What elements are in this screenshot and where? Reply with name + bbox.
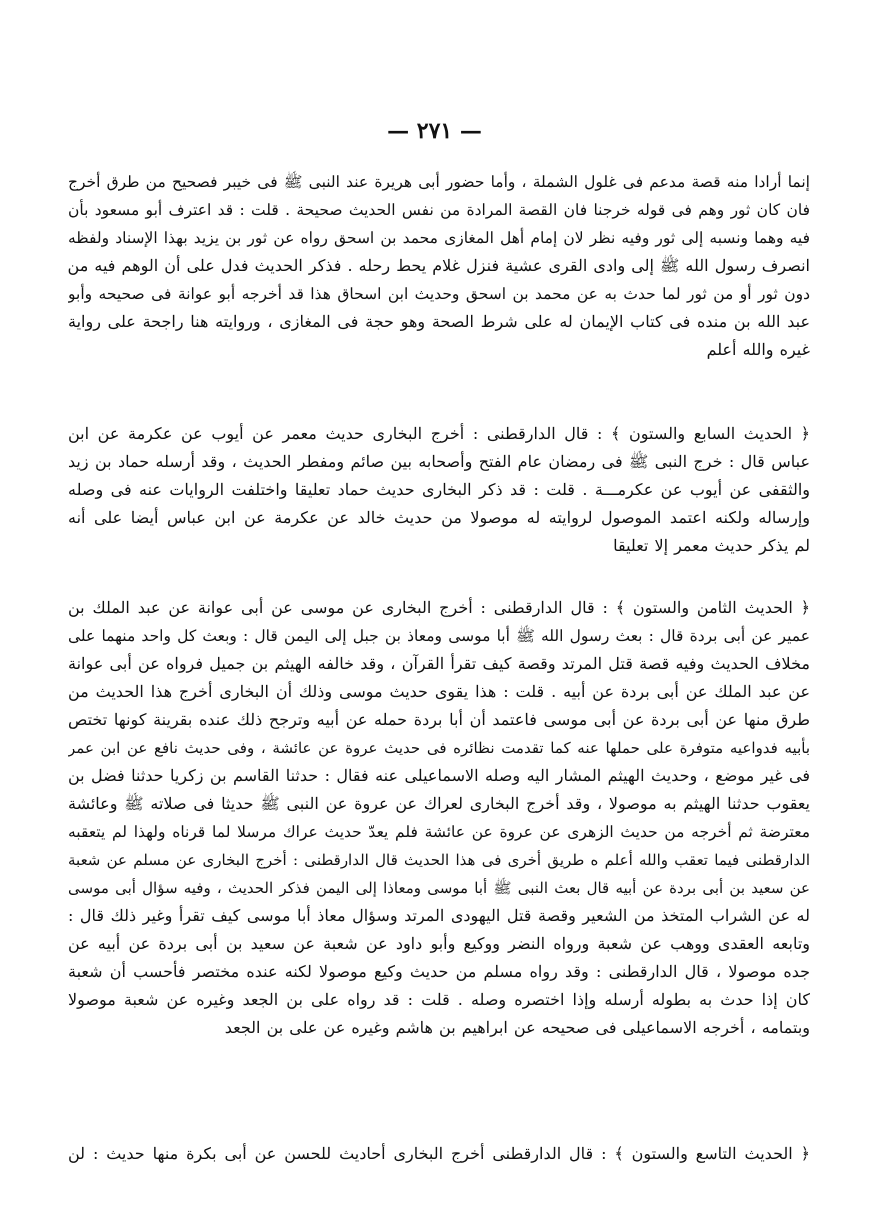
text-line: والثقفى عن أيوب عن عكرمـــة . قلت : قد ذكر البخارى حديث حماد تعليقا واختلفت الروايات عنه فى وصله (68, 480, 810, 499)
text-line: معترضة ثم أخرجه من حديث الزهرى عن عروة عن عائشة فلم يعدّ حديث عراك مرسلا لما قرناه ولهذا لم يتعقبه (68, 823, 810, 841)
hadith-heading-line: ﴿ الحديث السابع والستون ﴾ : قال الدارقطنى : أخرج البخارى حديث معمر عن أيوب عن عكرمة عن ابن (68, 424, 810, 443)
text-line: طرق منها عن أبى بردة عن أبى موسى فاعتمد أن أبا بردة حمله عن أبيه وترجح ذلك عنده بقرينة كونها تختص (68, 710, 810, 729)
page-number: — ٢٧١ — (387, 118, 482, 144)
text-line: فيه وهما ونسبه إلى ثور وفيه نظر لان إمام أهل المغازى محمد بن اسحق رواه عن ثور بن يزيد بهذا الإسناد ولفظه (68, 229, 810, 247)
hadith-heading-line: ﴿ الحديث الثامن والستون ﴾ : قال الدارقطنى : أخرج البخارى عن موسى عن أبى عوانة عن عبد الملك بن (68, 598, 810, 617)
text-line: وتابعه العقدى ووهب عن شعبة ورواه النضر ووكيع وأبو داود عن شعبة عن سعيد بن أبى بردة عن أبيه عن (68, 934, 810, 953)
text-line: غيره والله أعلم (706, 340, 810, 359)
paragraph-hadith-68 (68, 594, 810, 1042)
paragraph-hadith-69 (68, 1140, 810, 1168)
paragraph-hadith-67 (68, 420, 810, 560)
text-line: دون ثور أو من ثور لما حدث به عن محمد بن اسحق وحديث ابن اسحاق هذا قد أخرجه أبو عوانة فى صحيحه وأبو (68, 285, 810, 303)
text-line: فان كان ثور وهم فى قوله خرجنا فان القصة المرادة من نفس الحديث صحيحة . قلت : قد اعترف أبو مسعود بأن (68, 201, 810, 219)
text-line: وإرساله ولكنه اعتمد الموصول لروايته له موصولا من حديث خالد عن عكرمة عن ابن عباس أيضا على أنه (68, 508, 810, 527)
text-line: بأبيه فدواعيه متوفرة على حملها عنه كما تقدمت نظائره فى حديث عروة عن عائشة ، وفى حديث نافع عن ابن عمر (68, 739, 810, 757)
text-line: عمير عن أبى بردة قال : بعث رسول الله ﷺ أبا موسى ومعاذ بن جبل إلى اليمن قال : وبعث كل واحد منهما على (68, 627, 810, 645)
text-line: لم يذكر حديث معمر إلا تعليقا (613, 536, 810, 555)
text-line: عن سعيد بن أبى بردة عن أبيه قال بعث النبى ﷺ أبا موسى ومعاذا إلى اليمن فذكر الحديث ، وفيه سؤال أبى موسى (68, 879, 810, 897)
text-line: الدارقطنى فيما تعقب والله أعلم ه طريق أخرى فى هذا الحديث قال الدارقطنى : أخرج البخارى عن مسلم عن شعبة (68, 851, 810, 869)
hadith-heading-line: ﴿ الحديث التاسع والستون ﴾ : قال الدارقطنى أخرج البخارى أحاديث للحسن عن أبى بكرة منها حديث : لن (68, 1144, 810, 1163)
text-line: كان إذا حدث به بطوله أرسله وإذا اختصره وصله . قلت : قد رواه على بن الجعد وغيره عن شعبة موصولا (68, 990, 810, 1009)
text-line: إنما أرادا منه قصة مدعم فى غلول الشملة ، وأما حضور أبى هريرة عند النبى ﷺ فى خيبر فصحيح من طرق أخرج (68, 173, 810, 191)
text-line: له عن الشراب المتخذ من الشعير وقصة قتل اليهودى المرتد وسؤال معاذ أبا موسى كيف تقرأ وغير ذلك قال : (68, 906, 810, 925)
text-line: يعقوب حدثنا الهيثم به موصولا ، وقد أخرج البخارى لعراك عن عروة عن النبى ﷺ حديثا فى صلاته ﷺ وعائشة (68, 794, 810, 813)
text-line: عن عبد الملك عن أبى بردة عن أبيه . قلت : هذا يقوى حديث موسى وذلك أن البخارى أخرج هذا الحديث من (68, 682, 810, 701)
text-line: مخلاف الحديث وفيه قصة قتل المرتد وقصة كيف تقرأ القرآن ، وقد خالفه الهيثم بن جميل فرواه عن أبى عوانة (68, 654, 810, 673)
text-line: انصرف رسول الله ﷺ إلى وادى القرى عشية فنزل غلام يحط رحله . فذكر الحديث فدل على أن الوهم فيه من (68, 256, 810, 275)
text-line: عباس قال : خرج النبى ﷺ فى رمضان عام الفتح وأصحابه بين صائم ومفطر الحديث ، وقد أرسله حماد بن زيد (68, 452, 810, 471)
text-line: وبتمامه ، أخرجه الاسماعيلى فى صحيحه عن ابراهيم بن هاشم وغيره عن على بن الجعد (224, 1018, 810, 1037)
text-line: جده موصولا ، قال الدارقطنى : وقد رواه مسلم من حديث وكيع موصولا لكنه عنده مختصر فأحسب أن شعبة (68, 962, 810, 981)
paragraph-1 (68, 168, 810, 364)
text-line: عبد الله بن منده فى كتاب الإيمان له على شرط الصحة وهو حجة فى المغازى ، وروايته هنا راجحة على رواية (68, 312, 810, 331)
text-line: فى غير موضع ، وحديث الهيثم المشار اليه وصله الاسماعيلى عنه فقال : حدثنا القاسم بن زكريا حدثنا فضل بن (68, 766, 810, 785)
